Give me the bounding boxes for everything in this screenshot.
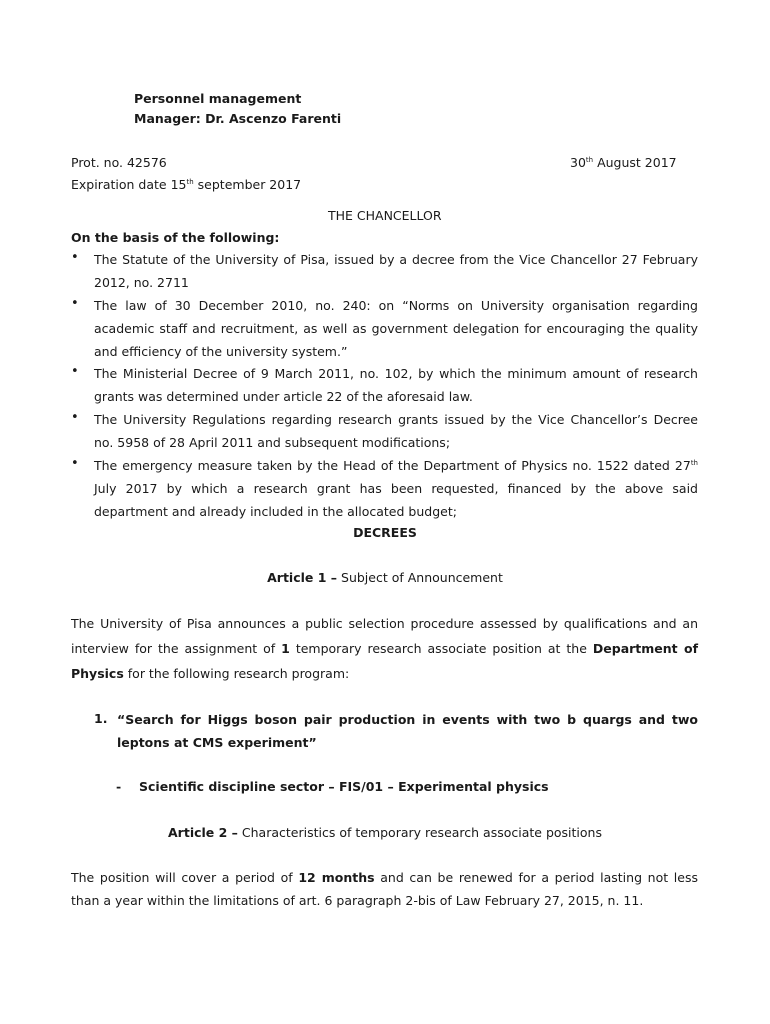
basis-item: The Ministerial Decree of 9 March 2011, no. 102, by which the minimum amount of research grants was determined under article 22 of the aforesaid law. [94,366,698,404]
bullet-icon: • [71,410,79,425]
bullet-icon: • [71,250,79,265]
document-date: 30th August 2017 [570,155,677,170]
program-number: 1. [94,711,108,726]
bullet-icon: • [71,456,79,471]
basis-heading: On the basis of the following: [71,230,280,245]
basis-item: The law of 30 December 2010, no. 240: on “Norms on University organisation regarding academic staff and recruitment, as well as government delegation for encouraging the quality and efficiency of the university system.” [94,298,698,359]
article-2-heading: Article 2 – Characteristics of temporary research associate positions [168,825,602,840]
sector-dash: - [116,779,122,794]
manager-name: Manager: Dr. Ascenzo Farenti [134,111,342,126]
program-title: “Search for Higgs boson pair production in events with two b quargs and two leptons at CMS experiment” [117,712,698,750]
office-name: Personnel management [134,91,302,106]
article-1-heading: Article 1 – Subject of Announcement [267,570,503,585]
expiration-date: Expiration date 15th september 2017 [71,177,302,192]
bullet-icon: • [71,296,79,311]
protocol-number: Prot. no. 42576 [71,155,167,170]
article-1-paragraph: The University of Pisa announces a public selection procedure assessed by qualifications and an interview for the assignment of 1 temporary research associate position at the Department of Physics for the following research program: [71,616,699,681]
basis-item: The emergency measure taken by the Head of the Department of Physics no. 1522 dated 27th July 2017 by which a research grant has been requested, financed by the above said department and already included in the allocated budget; [94,458,698,519]
document-title: THE CHANCELLOR [328,208,442,223]
decrees-heading: DECREES [353,525,417,540]
bullet-icon: • [71,364,79,379]
basis-item: The University Regulations regarding research grants issued by the Vice Chancellor’s Decree no. 5958 of 28 April 2011 and subsequent modifications; [94,412,698,450]
article-2-paragraph: The position will cover a period of 12 months and can be renewed for a period lasting not less than a year within the limitations of art. 6 paragraph 2-bis of Law February 27, 2015, n. 11. [71,870,698,908]
basis-item: The Statute of the University of Pisa, issued by a decree from the Vice Chancellor 27 February 2012, no. 2711 [94,252,698,290]
discipline-sector: Scientific discipline sector – FIS/01 – Experimental physics [139,779,549,794]
